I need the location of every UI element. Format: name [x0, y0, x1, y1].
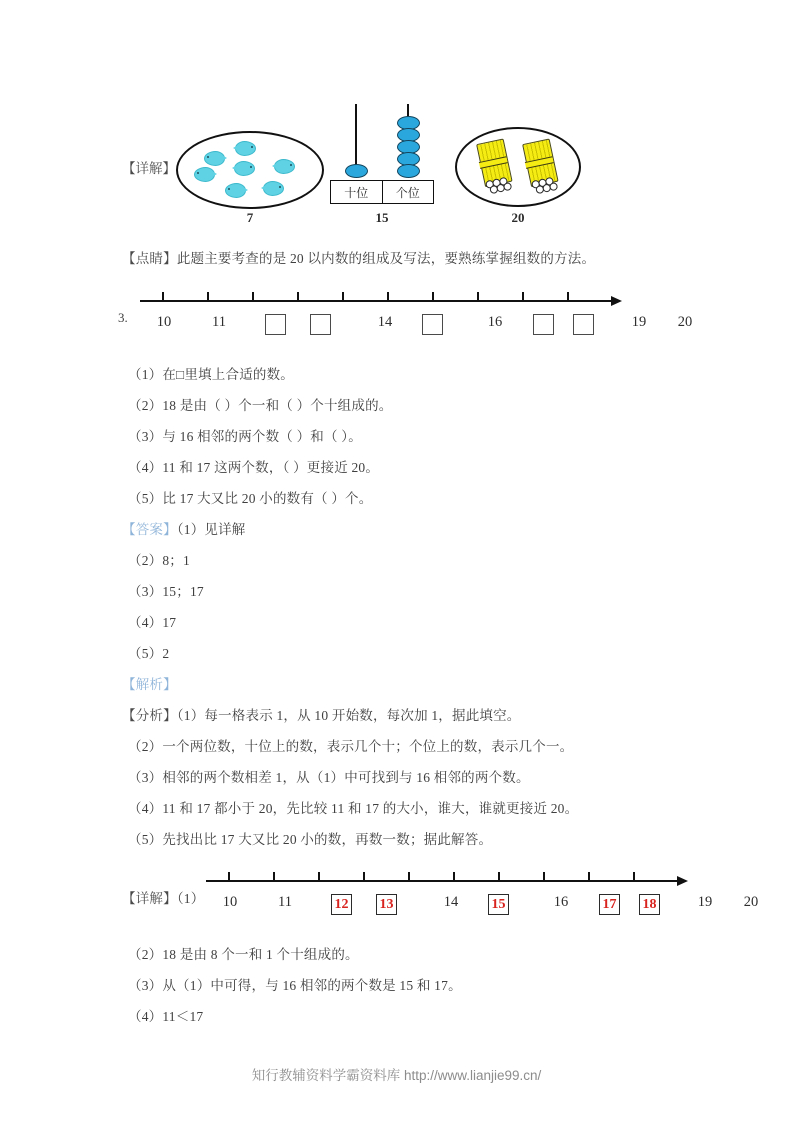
analysis-line-3: （3）相邻的两个数相差 1，从（1）中可找到与 16 相邻的两个数。 — [128, 770, 530, 785]
number-line-axis — [206, 880, 684, 882]
abacus-caption: 15 — [375, 210, 389, 225]
detail-item-2: （1） — [176, 891, 205, 906]
detail-line-4: （4）11＜17 — [128, 1009, 204, 1024]
number-line-arrow-icon — [677, 876, 688, 886]
place-value-table — [330, 180, 434, 204]
number-line-tick — [228, 872, 230, 880]
number-line-tick — [432, 292, 434, 300]
key-point-tag: 【点睛】 — [122, 251, 177, 266]
sub-question-4: （4）11 和 17 这两个数，（ ）更接近 20。 — [128, 460, 380, 475]
stick-bundles-caption: 20 — [511, 210, 525, 225]
fish-icon — [262, 181, 288, 194]
detail-label-1: 【详解】 — [122, 161, 176, 176]
answer-row-1 — [122, 520, 246, 540]
place-value-ones-label: 个位 — [382, 181, 434, 203]
number-line-label: 20 — [743, 894, 759, 910]
key-point-row — [122, 249, 595, 269]
analysis-line-1: （1）每一格表示 1，从 10 开始数，每次加 1，据此填空。 — [176, 708, 521, 723]
number-line-blank-box[interactable] — [310, 314, 331, 335]
detail-line-3: （3）从（1）中可得，与 16 相邻的两个数是 15 和 17。 — [128, 978, 462, 993]
abacus-bead — [345, 164, 368, 178]
analysis-row-1 — [122, 706, 521, 726]
answer-line-1: （1）见详解 — [176, 522, 246, 537]
number-line-tick — [162, 292, 164, 300]
number-line-blank-box[interactable] — [573, 314, 594, 335]
number-line-tick — [207, 292, 209, 300]
answer-line-2: （2）8；1 — [128, 553, 190, 568]
sub-question-1: （1）在□里填上合适的数。 — [128, 367, 295, 382]
number-line-label: 20 — [677, 314, 693, 330]
number-line-arrow-icon — [611, 296, 622, 306]
abacus-rod-tens — [355, 104, 357, 166]
number-line-tick — [342, 292, 344, 300]
ellipse-outline — [455, 127, 581, 207]
number-line-tick — [252, 292, 254, 300]
number-line-label: 16 — [487, 314, 503, 330]
key-point-text: 此题主要考查的是 20 以内数的组成及写法，要熟练掌握组数的方法。 — [176, 251, 596, 266]
number-line-tick — [363, 872, 365, 880]
number-line-label: 19 — [697, 894, 713, 910]
analysis-line-2: （2）一个两位数，十位上的数，表示几个十；个位上的数，表示几个一。 — [128, 739, 574, 754]
number-line-label: 19 — [631, 314, 647, 330]
number-line-axis — [140, 300, 618, 302]
number-line-tick — [588, 872, 590, 880]
number-line-label: 11 — [278, 894, 292, 910]
answer-line-3: （3）15；17 — [128, 584, 204, 599]
number-line-tick — [297, 292, 299, 300]
sub-question-2: （2）18 是由（ ）个一和（ ）个十组成的。 — [128, 398, 393, 413]
number-line-answer-box[interactable]: 13 — [376, 894, 397, 915]
abacus-bead — [397, 164, 420, 178]
number-line-tick — [453, 872, 455, 880]
place-value-tens-label: 十位 — [344, 185, 369, 200]
answer-number-line — [206, 880, 759, 920]
number-line-label: 10 — [156, 314, 172, 330]
number-line-tick — [477, 292, 479, 300]
number-line-tick — [522, 292, 524, 300]
number-line-label: 14 — [443, 894, 459, 910]
abacus-figure — [330, 104, 436, 204]
number-line-label: 16 — [553, 894, 569, 910]
number-line-answer-box[interactable]: 17 — [599, 894, 620, 915]
answer-line-5: （5）2 — [128, 646, 170, 661]
analysis-tag: 【分析】 — [122, 708, 177, 723]
number-line-label: 14 — [377, 314, 393, 330]
number-line-label: 11 — [212, 314, 226, 330]
question-number-line — [140, 300, 693, 340]
question-number: 3. — [118, 310, 128, 325]
answer-tag: 【答案】 — [122, 522, 177, 537]
fish-icon — [221, 183, 247, 196]
number-line-tick — [387, 292, 389, 300]
number-line-label: 10 — [222, 894, 238, 910]
sub-question-5: （5）比 17 大又比 20 小的数有（ ）个。 — [128, 491, 373, 506]
number-line-blank-box[interactable] — [265, 314, 286, 335]
number-line-tick — [633, 872, 635, 880]
number-line-tick — [498, 872, 500, 880]
number-line-answer-box[interactable]: 18 — [639, 894, 660, 915]
number-line-tick — [273, 872, 275, 880]
fish-icon — [233, 161, 259, 174]
number-line-blank-box[interactable] — [533, 314, 554, 335]
fish-group-caption: 7 — [246, 210, 254, 225]
detail-line-2: （2）18 是由 8 个一和 1 个十组成的。 — [128, 947, 359, 962]
footer-watermark: 知行教辅资料学霸资料库 http://www.lianjie99.cn/ — [251, 1068, 542, 1083]
answer-line-4: （4）17 — [128, 615, 177, 630]
number-line-tick — [318, 872, 320, 880]
sub-question-3: （3）与 16 相邻的两个数（ ）和（ ）。 — [128, 429, 362, 444]
number-line-tick — [543, 872, 545, 880]
number-line-answer-box[interactable]: 12 — [331, 894, 352, 915]
number-line-blank-box[interactable] — [422, 314, 443, 335]
fish-group-figure — [176, 131, 324, 209]
fish-icon — [234, 141, 260, 154]
number-line-tick — [567, 292, 569, 300]
explanation-tag: 【解析】 — [122, 677, 177, 692]
stick-bundles-figure — [455, 127, 581, 207]
fish-icon — [190, 167, 216, 180]
analysis-line-5: （5）先找出比 17 大又比 20 小的数，再数一数；据此解答。 — [128, 832, 493, 847]
fish-icon — [273, 159, 299, 172]
number-line-tick — [408, 872, 410, 880]
analysis-line-4: （4）11 和 17 都小于 20，先比较 11 和 17 的大小，谁大，谁就更接近 20。 — [128, 801, 579, 816]
detail-tag-2: 【详解】 — [122, 891, 177, 906]
detail-row-2 — [122, 889, 204, 909]
fish-icon — [200, 151, 226, 164]
number-line-answer-box[interactable]: 15 — [488, 894, 509, 915]
